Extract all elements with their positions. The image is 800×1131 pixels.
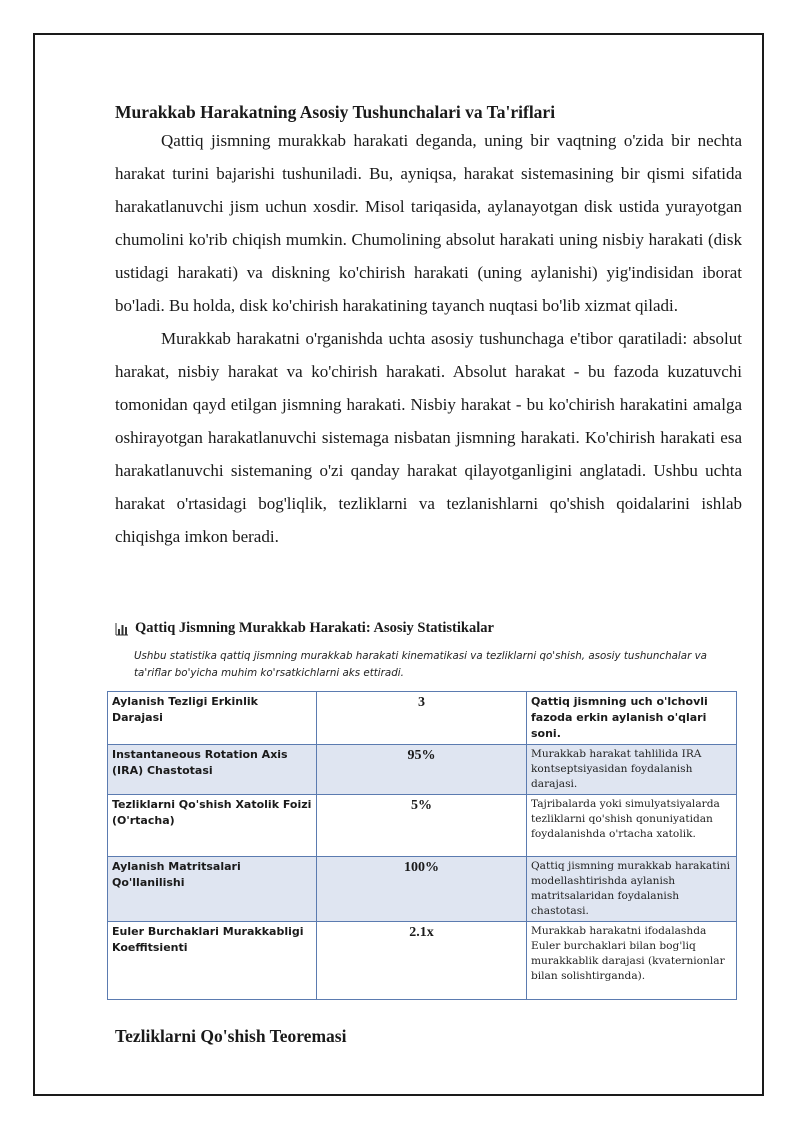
description-cell: Qattiq jismning uch o'lchovli fazoda erkin aylanish o'qlari soni. [527, 692, 737, 745]
value-cell: 3 [317, 692, 527, 745]
section-heading: Murakkab Harakatning Asosiy Tushunchalari va Ta'riflari [115, 102, 556, 122]
paragraph: Qattiq jismning murakkab harakati deganda, uning bir vaqtning o'zida bir nechta harakat turini bajarishi tushuniladi. Bu, ayniqsa, harakat sistemasining bir qismi sifatida harakatlanuvchi jism uchun xosdir. Misol tariqasida, aylanayotgan disk ustida yurayotgan chumolini ko'rib chiqish mumkin. Chumolining absolut harakati uning nisbiy harakati (disk ustidagi harakati) va diskning ko'chirish harakati (uning aylanishi) yig'indisidan iborat bo'ladi. Bu holda, disk ko'chirish harakatining tayanch nuqtasi bo'lib xizmat qiladi. [115, 131, 742, 315]
stats-table [107, 691, 737, 1000]
table-row [108, 857, 737, 922]
description-cell: Qattiq jismning murakkab harakatini modellashtirishda aylanish matritsalaridan foydalanish chastotasi. [527, 857, 737, 922]
value-cell: 100% [317, 857, 527, 922]
metric-cell: Euler Burchaklari Murakkabligi Koeffitsienti [108, 922, 317, 1000]
stats-title-text: Qattiq Jismning Murakkab Harakati: Asosiy Statistikalar [135, 620, 494, 636]
value-cell: 95% [317, 745, 527, 795]
stats-description: Ushbu statistika qattiq jismning murakkab harakati kinematikasi va tezliklarni qo'shish, asosiy tushunchalar va ta'riflar bo'yicha muhim ko'rsatkichlarni aks ettiradi. [134, 650, 707, 679]
metric-cell: Aylanish Tezligi Erkinlik Darajasi [108, 692, 317, 745]
table-row [108, 745, 737, 795]
value-cell: 5% [317, 795, 527, 857]
table-row [108, 922, 737, 1000]
section-heading: Tezliklarni Qo'shish Teoremasi [115, 1026, 347, 1046]
table-row [108, 795, 737, 857]
metric-cell: Instantaneous Rotation Axis (IRA) Chastotasi [108, 745, 317, 795]
metric-cell: Aylanish Matritsalari Qo'llanilishi [108, 857, 317, 922]
paragraph: Murakkab harakatni o'rganishda uchta asosiy tushunchaga e'tibor qaratiladi: absolut harakat, nisbiy harakat va ko'chirish harakati. Absolut harakat - bu fazoda kuzatuvchi tomonidan qayd etilgan jismning harakati. Nisbiy harakat - bu ko'chirish harakatini amalga oshirayotgan harakatlanuvchi sistemaga nisbatan jismning harakati. Ko'chirish harakati esa harakatlanuvchi sistemaning o'zi qanday harakat qilayotganligini anglatadi. Ushbu uchta harakat o'rtasidagi bog'liqlik, tezliklarni va tezlanishlarni qo'shish qoidalarini ishlab chiqishga imkon beradi. [115, 329, 742, 546]
table-row [108, 692, 737, 745]
metric-cell: Tezliklarni Qo'shish Xatolik Foizi (O'rtacha) [108, 795, 317, 857]
stats-title [115, 620, 494, 637]
description-cell: Murakkab harakatni ifodalashda Euler burchaklari bilan bog'liq murakkablik darajasi (kvaternionlar bilan solishtirganda). [527, 922, 737, 1000]
description-cell: Murakkab harakat tahlilida IRA kontseptsiyasidan foydalanish darajasi. [527, 745, 737, 795]
main-content [115, 100, 742, 553]
value-cell: 2.1x [317, 922, 527, 1000]
description-cell: Tajribalarda yoki simulyatsiyalarda tezliklarni qo'shish qonuniyatidan foydalanishda o'rtacha xatolik. [527, 795, 737, 857]
bar-chart-icon [115, 622, 129, 636]
